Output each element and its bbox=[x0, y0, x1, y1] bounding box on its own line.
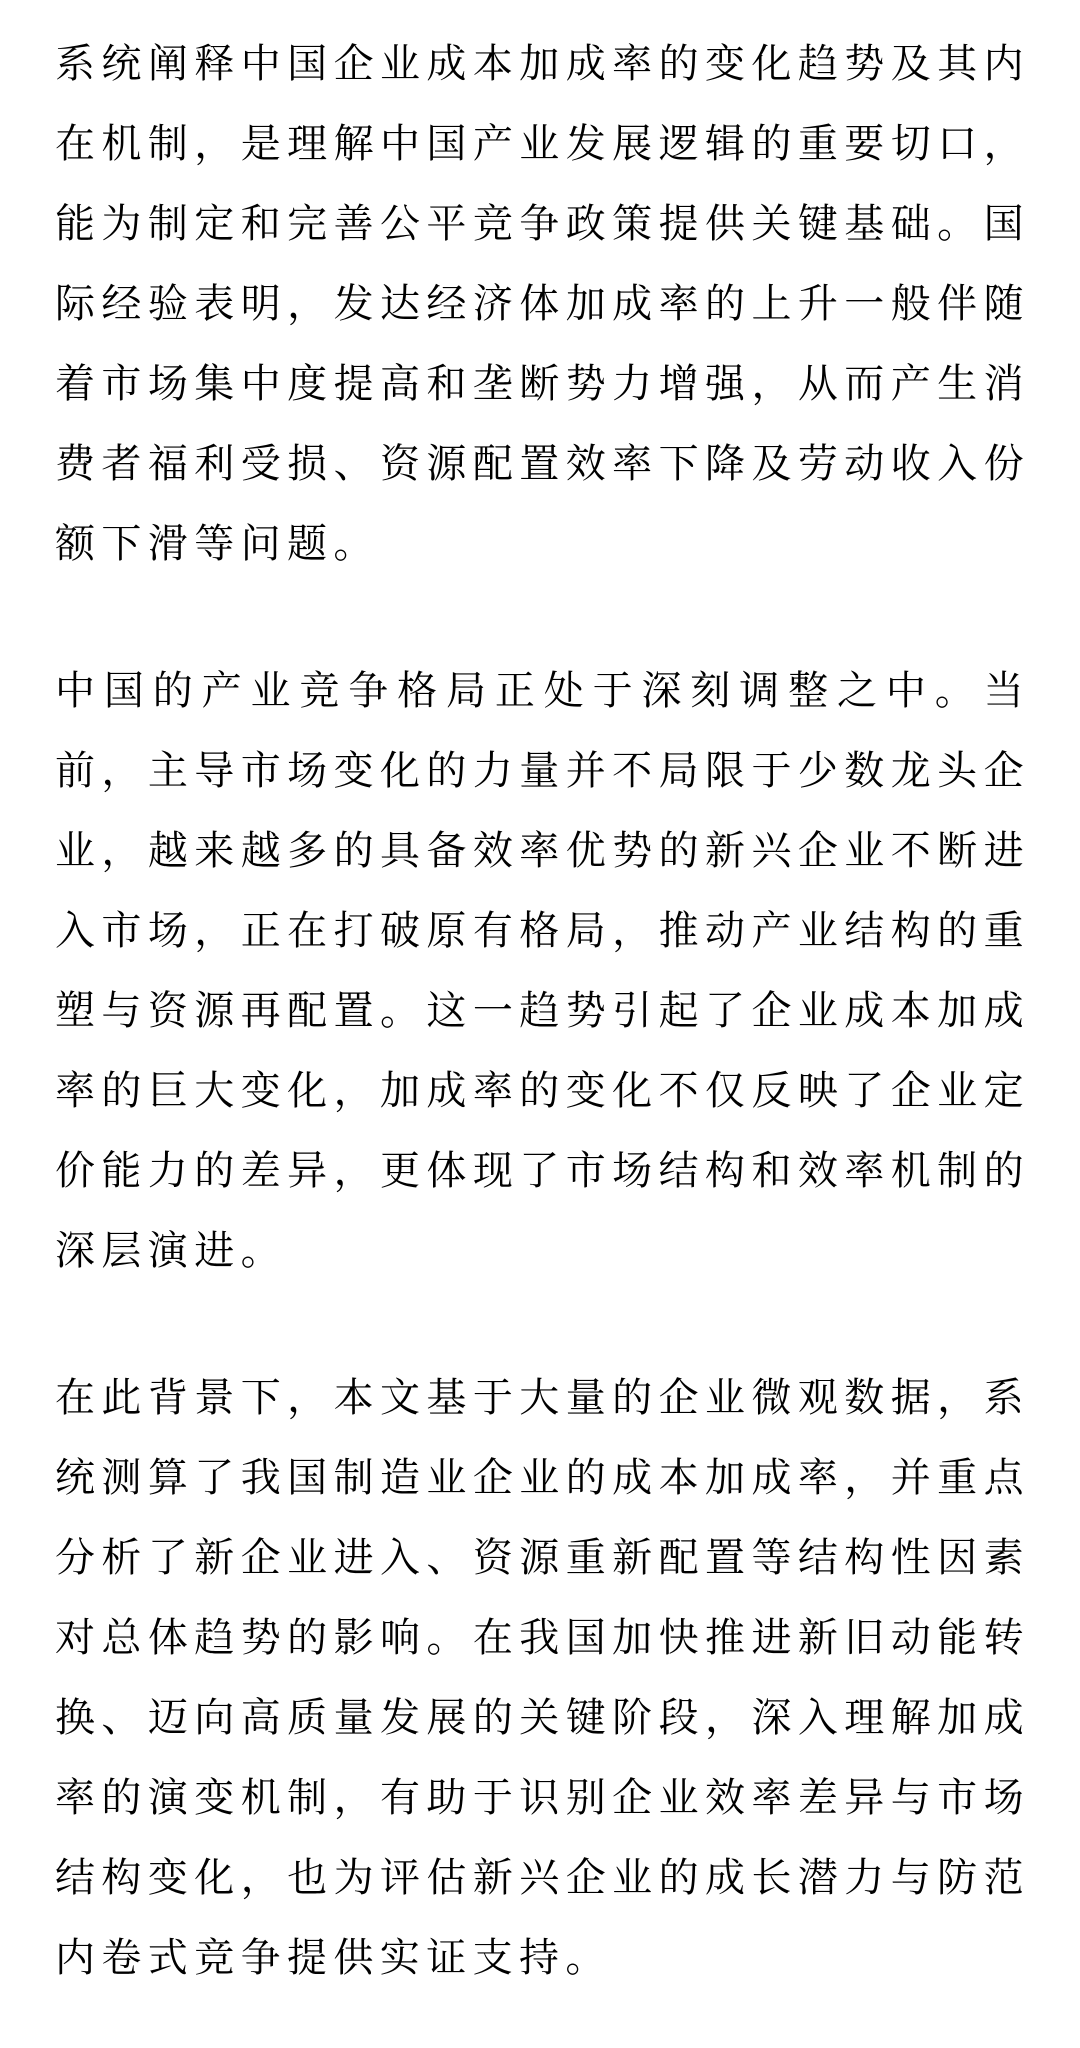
paragraph-industry-competition-adjustment: 中国的产业竞争格局正处于深刻调整之中。当前，主导市场变化的力量并不局限于少数龙头企业，越来越多的具备效率优势的新兴企业不断进入市场，正在打破原有格局，推动产业结构的重塑与资源再配置。这一趋势引起了企业成本加成率的巨大变化，加成率的变化不仅反映了企业定价能力的差异，更体现了市场结构和效率机制的深层演进。 bbox=[55, 668, 1030, 1274]
paragraph-markup-trend-background: 系统阐释中国企业成本加成率的变化趋势及其内在机制，是理解中国产业发展逻辑的重要切口，能为制定和完善公平竞争政策提供关键基础。国际经验表明，发达经济体加成率的上升一般伴随着市场集中度提高和垄断势力增强，从而产生消费者福利受损、资源配置效率下降及劳动收入份额下滑等问题。 bbox=[55, 41, 1030, 567]
paragraph-research-approach-significance: 在此背景下，本文基于大量的企业微观数据，系统测算了我国制造业企业的成本加成率，并重点分析了新企业进入、资源重新配置等结构性因素对总体趋势的影响。在我国加快推进新旧动能转换、迈向高质量发展的关键阶段，深入理解加成率的演变机制，有助于识别企业效率差异与市场结构变化，也为评估新兴企业的成长潜力与防范内卷式竞争提供实证支持。 bbox=[55, 1375, 1030, 1981]
